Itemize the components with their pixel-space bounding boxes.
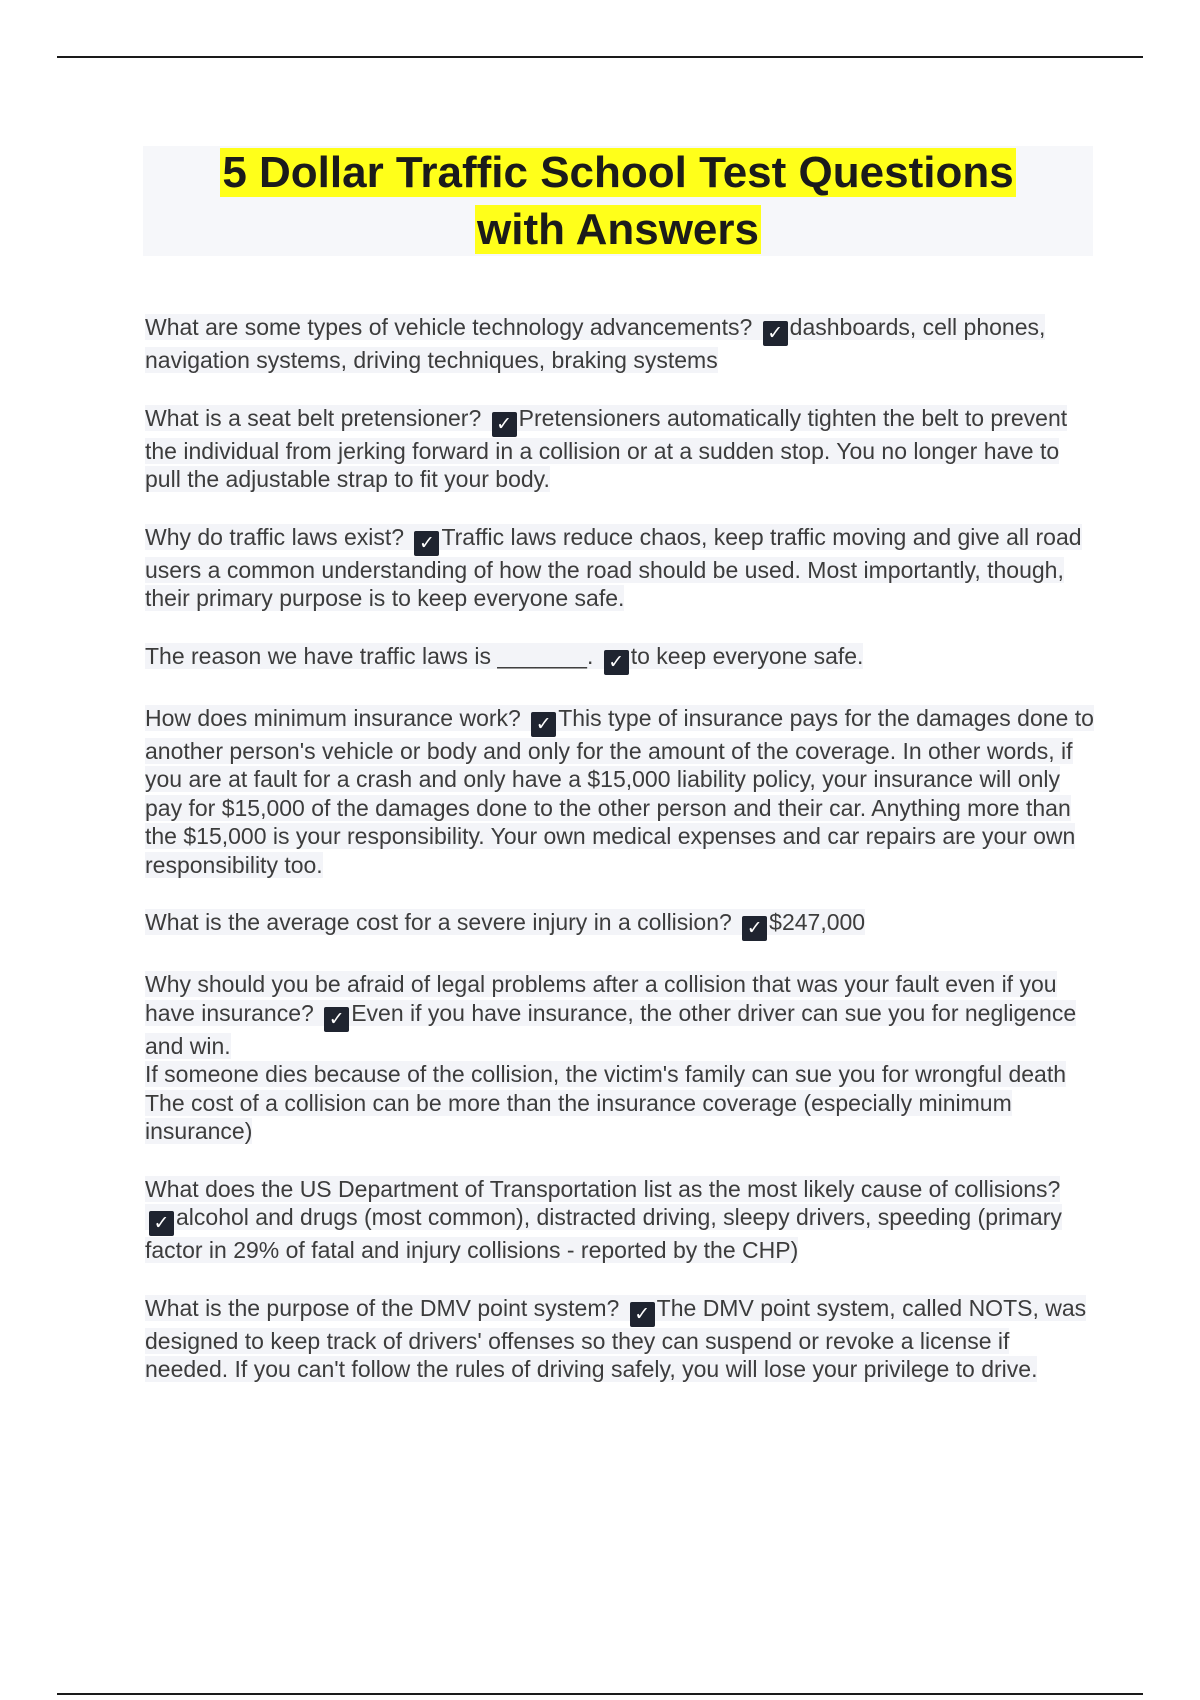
qa-item	[145, 908, 1095, 941]
title-block	[143, 146, 1093, 256]
checkmark-icon: ✓	[763, 321, 788, 346]
checkmark-icon: ✓	[492, 412, 517, 437]
qa-item	[145, 642, 1095, 675]
document-title-line-1: 5 Dollar Traffic School Test Questions	[222, 148, 1014, 197]
qa-question: Why do traffic laws exist?	[145, 523, 405, 550]
checkmark-icon: ✓	[604, 650, 629, 675]
qa-answer-extra: If someone dies because of the collision, the victim's family can sue you for wrongful death	[145, 1061, 1067, 1087]
qa-item	[145, 970, 1095, 1146]
qa-question: What is the average cost for a severe injury in a collision?	[145, 909, 732, 935]
page-top-rule	[57, 56, 1143, 58]
qa-answer: This type of insurance pays for the damages done to another person's vehicle or body and only for the amount of the coverage. In other words, if you are at fault for a crash and only have a $15,000 liability policy, your insurance will only pay for $15,000 of the damages done to the other person and their car. Anything more than the $15,000 is your responsibility. Your own medical expenses and car repairs are your own responsibility too.	[145, 704, 1094, 878]
qa-question: Why should you be afraid of legal problems after a collision that was your fault even if you have insurance?	[145, 971, 1057, 1026]
checkmark-icon: ✓	[531, 712, 556, 737]
checkmark-icon: ✓	[324, 1007, 349, 1032]
qa-answer: to keep everyone safe.	[630, 642, 864, 669]
qa-question: How does minimum insurance work?	[145, 704, 521, 731]
qa-question: What is the purpose of the DMV point system?	[145, 1294, 620, 1321]
qa-item	[145, 1294, 1095, 1384]
checkmark-icon: ✓	[414, 531, 439, 556]
qa-item	[145, 1175, 1095, 1265]
document-title-line-2: with Answers	[477, 205, 759, 254]
checkmark-icon: ✓	[742, 916, 767, 941]
page-bottom-rule	[57, 1693, 1143, 1695]
qa-answer: The DMV point system, called NOTS, was designed to keep track of drivers' offenses so they can suspend or revoke a license if needed. If you can't follow the rules of driving safely, you will lose your privilege to drive.	[145, 1294, 1087, 1382]
qa-answer: Even if you have insurance, the other driver can sue you for negligence and win.	[145, 999, 1077, 1059]
qa-question: What are some types of vehicle technology advancements?	[145, 314, 753, 340]
qa-answer: alcohol and drugs (most common), distracted driving, sleepy drivers, speeding (primary factor in 29% of fatal and injury collisions - reported by the CHP)	[145, 1204, 1062, 1263]
document-title	[220, 144, 1015, 258]
checkmark-icon: ✓	[630, 1302, 655, 1327]
qa-item	[145, 704, 1095, 880]
qa-question: The reason we have traffic laws is _______.	[145, 642, 594, 669]
checkmark-icon: ✓	[149, 1211, 174, 1236]
qa-answer: Pretensioners automatically tighten the belt to prevent the individual from jerking forward in a collision or at a sudden stop. You no longer have to pull the adjustable strap to fit your body.	[145, 404, 1068, 492]
qa-answer-extra: The cost of a collision can be more than the insurance coverage (especially minimum insurance)	[145, 1089, 1012, 1144]
qa-item	[145, 313, 1095, 375]
qa-list	[145, 313, 1095, 1413]
qa-answer: dashboards, cell phones, navigation systems, driving techniques, braking systems	[145, 314, 1046, 373]
qa-question: What is a seat belt pretensioner?	[145, 404, 482, 431]
qa-answer: Traffic laws reduce chaos, keep traffic moving and give all road users a common understanding of how the road should be used. Most importantly, though, their primary purpose is to keep everyone safe.	[145, 523, 1082, 611]
qa-item	[145, 523, 1095, 613]
qa-item	[145, 404, 1095, 494]
qa-question: What does the US Department of Transportation list as the most likely cause of collisions?	[145, 1175, 1061, 1202]
qa-answer: $247,000	[769, 909, 866, 935]
